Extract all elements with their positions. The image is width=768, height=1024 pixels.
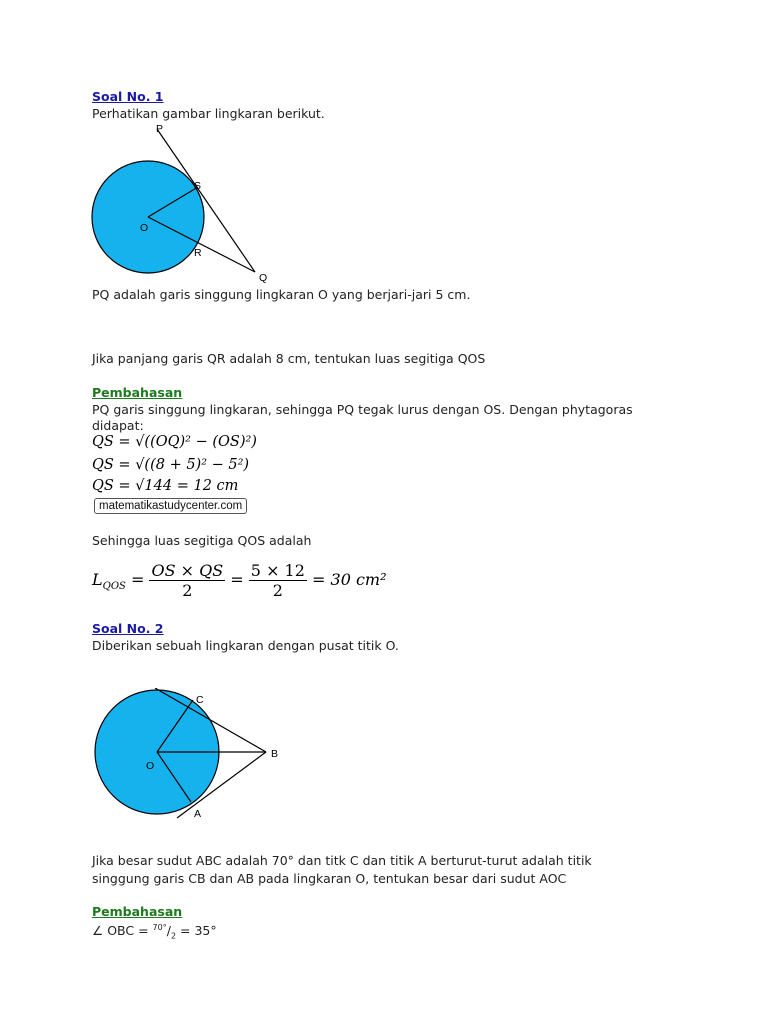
angle-result: = 35° — [176, 923, 217, 939]
area-formula: $L_{QOS}$ = $\frac{OS \times QS}{2}$ = $\frac{5 \times 12}{2}$ = 30 cm² — [92, 561, 387, 600]
watermark: matematikastudycenter.com — [94, 498, 247, 514]
angle-numerator: 70° — [152, 923, 167, 932]
soal2-figure — [90, 688, 290, 823]
soal1-pembahasan-line1: PQ garis singgung lingkaran, sehingga PQ tegak lurus dengan OS. Dengan phytagoras — [92, 402, 633, 417]
label-a: A — [194, 808, 202, 820]
equation-qs-2: QS = √((8 + 5)² − 5²) — [92, 457, 250, 473]
area-frac2-denominator: 2 — [249, 580, 307, 600]
soal1-figure — [90, 122, 280, 287]
soal2-pembahasan-heading[interactable]: Pembahasan — [92, 904, 183, 919]
soal1-statement: PQ adalah garis singgung lingkaran O yang berjari-jari 5 cm. — [92, 287, 471, 302]
angle-name: OBC = — [107, 923, 153, 939]
label-q: Q — [259, 272, 268, 284]
area-lhs-subscript: QOS — [102, 581, 126, 593]
equation-qs-3: QS = √144 = 12 cm — [92, 478, 239, 494]
angle-slash: / — [166, 923, 171, 939]
equation-qs-1: QS = √((OQ)² − (OS)²) — [92, 434, 257, 450]
soal1-pembahasan-heading[interactable]: Pembahasan — [92, 385, 183, 400]
soal1-conclusion: Sehingga luas segitiga QOS adalah — [92, 533, 312, 548]
label-b: B — [271, 748, 279, 760]
soal2-heading[interactable]: Soal No. 2 — [92, 621, 164, 636]
angle-icon: ∠ — [92, 923, 104, 939]
label-p: P — [156, 123, 164, 135]
area-frac1-numerator: OS × QS — [151, 561, 224, 580]
soal1-heading[interactable]: Soal No. 1 — [92, 89, 164, 104]
soal2-question-line2: singgung garis CB dan AB pada lingkaran O, tentukan besar dari sudut AOC — [92, 871, 567, 886]
soal1-question: Jika panjang garis QR adalah 8 cm, tentukan luas segitiga QOS — [92, 351, 486, 366]
area-fraction-1 — [149, 561, 225, 600]
soal1-pembahasan-line2: didapat: — [92, 418, 144, 433]
angle-denominator: 2 — [170, 931, 177, 941]
soal2-question-line1: Jika besar sudut ABC adalah 70° dan titk C dan titik A berturut-turut adalah titik — [92, 853, 592, 868]
area-fraction-2 — [249, 561, 307, 600]
soal2-angle-line — [92, 920, 217, 945]
area-lhs: L — [92, 570, 103, 589]
area-frac2-numerator: 5 × 12 — [250, 561, 305, 580]
area-frac1-denominator: 2 — [149, 580, 225, 600]
label-o-2: O — [146, 760, 155, 772]
label-s: S — [194, 180, 202, 192]
soal2-intro: Diberikan sebuah lingkaran dengan pusat titik O. — [92, 638, 399, 653]
soal1-intro: Perhatikan gambar lingkaran berikut. — [92, 106, 325, 121]
label-c: C — [196, 694, 204, 706]
label-o: O — [140, 222, 149, 234]
area-result: = 30 cm² — [312, 570, 387, 589]
label-r: R — [194, 247, 202, 259]
